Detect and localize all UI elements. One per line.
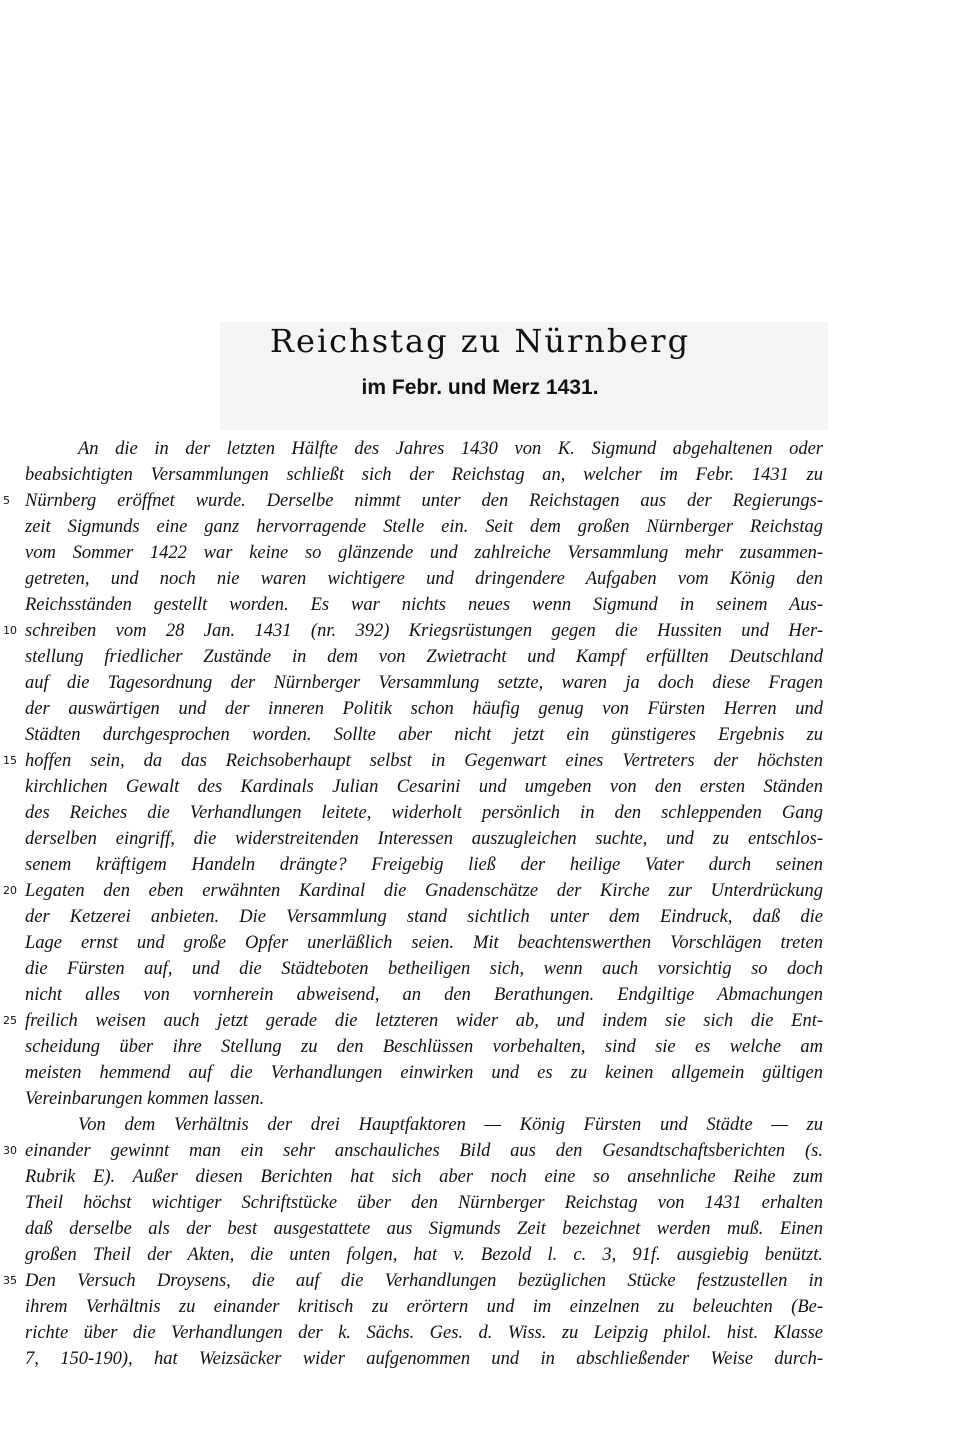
text-line: beabsichtigten Versammlungen schließt sich der Reichstag an, welcher im Febr. 1431 zu [25, 465, 823, 485]
page-subtitle: im Febr. und Merz 1431. [361, 376, 599, 399]
text-line: Städten durchgesprochen worden. Sollte aber nicht jetzt ein günstigeres Ergebnis zu [25, 725, 823, 745]
text-line: Legaten den eben erwähnten Kardinal die Gnadenschätze der Kirche zur Unterdrückung [25, 881, 823, 901]
text-line: der auswärtigen und der inneren Politik schon häufig genug von Fürsten Herren und [25, 699, 823, 719]
text-line: freilich weisen auch jetzt gerade die letzteren wider ab, und indem sie sich die Ent- [25, 1011, 823, 1031]
text-line: senem kräftigem Handeln drängte? Freigebig ließ der heilige Vater durch seinen [25, 855, 823, 875]
text-line: der Ketzerei anbieten. Die Versammlung stand sichtlich unter dem Eindruck, daß die [25, 907, 823, 927]
line-number: 5 [3, 494, 10, 507]
line-number: 30 [3, 1144, 17, 1157]
text-line: getreten, und noch nie waren wichtigere und dringendere Aufgaben vom König den [25, 569, 823, 589]
page-title: Reichstag zu Nürnberg [269, 322, 691, 360]
text-line: stellung friedlicher Zustände in dem von Zwietracht und Kampf erfüllten Deutschland [25, 647, 823, 667]
text-line: ihrem Verhältnis zu einander kritisch zu erörtern und im einzelnen zu beleuchten (Be- [25, 1297, 823, 1317]
text-line: scheidung über ihre Stellung zu den Beschlüssen vorbehalten, sind sie es welche am [25, 1037, 823, 1057]
text-line: Lage ernst und große Opfer unerläßlich seien. Mit beachtenswerthen Vorschlägen treten [25, 933, 823, 953]
text-line: vom Sommer 1422 war keine so glänzende und zahlreiche Versammlung mehr zusammen- [25, 543, 823, 563]
text-line: Theil höchst wichtiger Schriftstücke über den Nürnberger Reichstag von 1431 erhalten [25, 1193, 823, 1213]
text-line: Rubrik E). Außer diesen Berichten hat sich aber noch eine so ansehnliche Reihe zum [25, 1167, 823, 1187]
text-line: Von dem Verhältnis der drei Hauptfaktoren — König Fürsten und Städte — zu [78, 1115, 823, 1135]
line-number: 20 [3, 884, 17, 897]
text-line: Vereinbarungen kommen lassen. [25, 1089, 265, 1109]
text-line: die Fürsten auf, und die Städteboten betheiligen sich, wenn auch vorsichtig so doch [25, 959, 823, 979]
text-line: An die in der letzten Hälfte des Jahres 1430 von K. Sigmund abgehaltenen oder [78, 439, 823, 459]
text-line: meisten hemmend auf die Verhandlungen einwirken und es zu keinen allgemein gültigen [25, 1063, 823, 1083]
text-line: einander gewinnt man ein sehr anschauliches Bild aus den Gesandtschaftsberichten (s. [25, 1141, 823, 1161]
text-line: schreiben vom 28 Jan. 1431 (nr. 392) Kriegsrüstungen gegen die Hussiten und Her- [25, 621, 823, 641]
line-number: 35 [3, 1274, 17, 1287]
text-line: daß derselbe als der best ausgestattete aus Sigmunds Zeit bezeichnet werden muß. Einen [25, 1219, 823, 1239]
text-line: Den Versuch Droysens, die auf die Verhandlungen bezüglichen Stücke festzustellen in [25, 1271, 823, 1291]
text-line: großen Theil der Akten, die unten folgen, hat v. Bezold l. c. 3, 91f. ausgiebig benützt. [25, 1245, 823, 1265]
text-line: Reichsständen gestellt worden. Es war nichts neues wenn Sigmund in seinem Aus- [25, 595, 823, 615]
text-line: 7, 150-190), hat Weizsäcker wider aufgenommen und in abschließender Weise durch- [25, 1349, 823, 1369]
text-line: des Reiches die Verhandlungen leitete, widerholt persönlich in den schleppenden Gang [25, 803, 823, 823]
text-line: kirchlichen Gewalt des Kardinals Julian Cesarini und umgeben von den ersten Ständen [25, 777, 823, 797]
text-line: zeit Sigmunds eine ganz hervorragende Stelle ein. Seit dem großen Nürnberger Reichstag [25, 517, 823, 537]
text-line: richte über die Verhandlungen der k. Sächs. Ges. d. Wiss. zu Leipzig philol. hist. Klasse [25, 1323, 823, 1343]
line-number: 10 [3, 624, 17, 637]
text-line: nicht alles von vornherein abweisend, an den Berathungen. Endgiltige Abmachungen [25, 985, 823, 1005]
text-line: auf die Tagesordnung der Nürnberger Versammlung setzte, waren ja doch diese Fragen [25, 673, 823, 693]
text-line: derselben eingriff, die widerstreitenden Interessen auszugleichen suchte, und zu entschlos- [25, 829, 823, 849]
line-number: 15 [3, 754, 17, 767]
text-line: hoffen sein, da das Reichsoberhaupt selbst in Gegenwart eines Vertreters der höchsten [25, 751, 823, 771]
line-number: 25 [3, 1014, 17, 1027]
text-line: Nürnberg eröffnet wurde. Derselbe nimmt unter den Reichstagen aus der Regierungs- [25, 491, 823, 511]
